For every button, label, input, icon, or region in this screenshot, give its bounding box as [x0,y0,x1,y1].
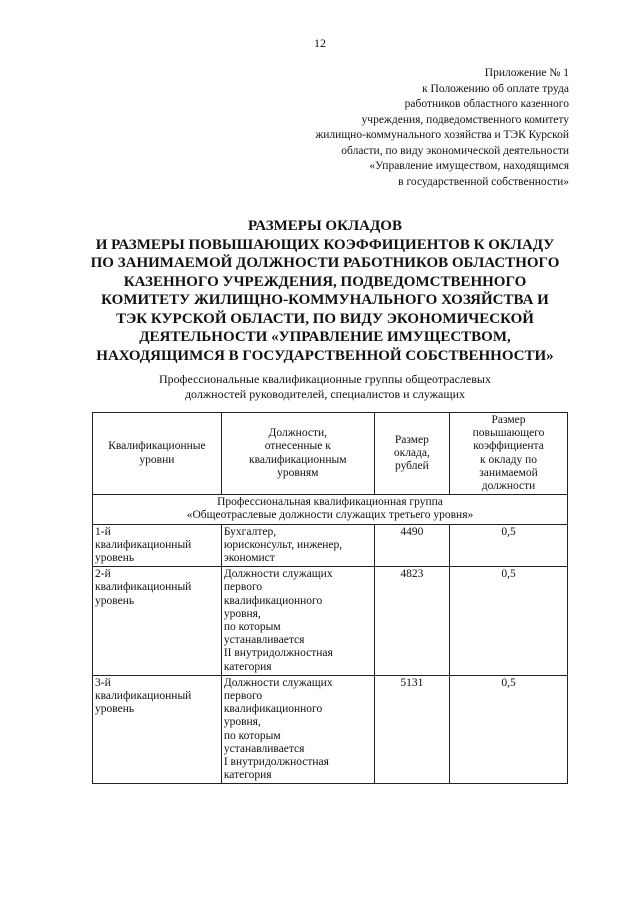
appendix-line: Приложение № 1 [484,67,569,79]
title-line: ДЕЯТЕЛЬНОСТИ «УПРАВЛЕНИЕ ИМУЩЕСТВОМ, [139,329,511,345]
level-cell: 2-й квалификационный уровень [93,567,222,676]
table-row [93,675,568,784]
caption-line: Профессиональные квалификационные группы общеотраслевых [159,372,491,386]
appendix-line: области, по виду экономической деятельности [341,144,569,157]
coefficient-cell: 0,5 [450,675,568,784]
salary-cell: 5131 [374,675,449,784]
header-salary: Размер оклада, рублей [374,413,449,495]
title-line: ТЭК КУРСКОЙ ОБЛАСТИ, ПО ВИДУ ЭКОНОМИЧЕСКОЙ [116,310,534,327]
appendix-line: «Управление имуществом, находящимся [369,160,569,172]
salary-cell: 4823 [374,567,449,676]
title-line: КОМИТЕТУ ЖИЛИЩНО-КОММУНАЛЬНОГО ХОЗЯЙСТВА И [101,292,549,308]
coefficient-cell: 0,5 [450,524,568,567]
appendix-line: работников областного казенного [404,98,569,110]
appendix-note [239,66,569,190]
salary-cell: 4490 [374,524,449,567]
level-cell: 1-й квалификационный уровень [93,524,222,567]
appendix-line: жилищно-коммунального хозяйства и ТЭК Курской [315,129,569,141]
appendix-line: в государственной собственности» [398,175,569,188]
caption-line: должностей руководителей, специалистов и служащих [184,387,466,401]
positions-cell: Должности служащих первого квалификационного уровня, по которым устанавливается II внутридолжностная категория [221,567,374,676]
table-row [93,567,568,676]
header-levels: Квалификационные уровни [93,413,222,495]
table-row [93,524,568,567]
title-line: РАЗМЕРЫ ОКЛАДОВ [248,218,402,234]
qualification-group-row [93,495,568,524]
level-cell: 3-й квалификационный уровень [93,675,222,784]
qualification-group-title: Профессиональная квалификационная группа «Общеотраслевые должности служащих третьего уровня» [93,495,568,524]
positions-cell: Должности служащих первого квалификационного уровня, по которым устанавливается I внутридолжностная категория [221,675,374,784]
salary-table [92,412,568,784]
document-title [80,217,570,365]
table-caption [80,372,570,402]
coefficient-cell: 0,5 [450,567,568,676]
title-line: И РАЗМЕРЫ ПОВЫШАЮЩИХ КОЭФФИЦИЕНТОВ К ОКЛАДУ [95,236,555,253]
page-number: 12 [314,36,326,50]
table-header-row [93,413,568,495]
title-line: НАХОДЯЩИМСЯ В ГОСУДАРСТВЕННОЙ СОБСТВЕННОСТИ» [96,347,554,364]
title-line: КАЗЕННОГО УЧРЕЖДЕНИЯ, ПОДВЕДОМСТВЕННОГО [123,273,527,290]
appendix-line: учреждения, подведомственного комитету [361,113,569,126]
positions-cell: Бухгалтер, юрисконсульт, инженер, экономист [221,524,374,567]
header-positions: Должности, отнесенные к квалификационным уровням [221,413,374,495]
title-line: ПО ЗАНИМАЕМОЙ ДОЛЖНОСТИ РАБОТНИКОВ ОБЛАСТНОГО [90,255,560,271]
header-coefficient: Размер повышающего коэффициента к окладу по занимаемой должности [450,413,568,495]
appendix-line: к Положению об оплате труда [422,82,569,95]
